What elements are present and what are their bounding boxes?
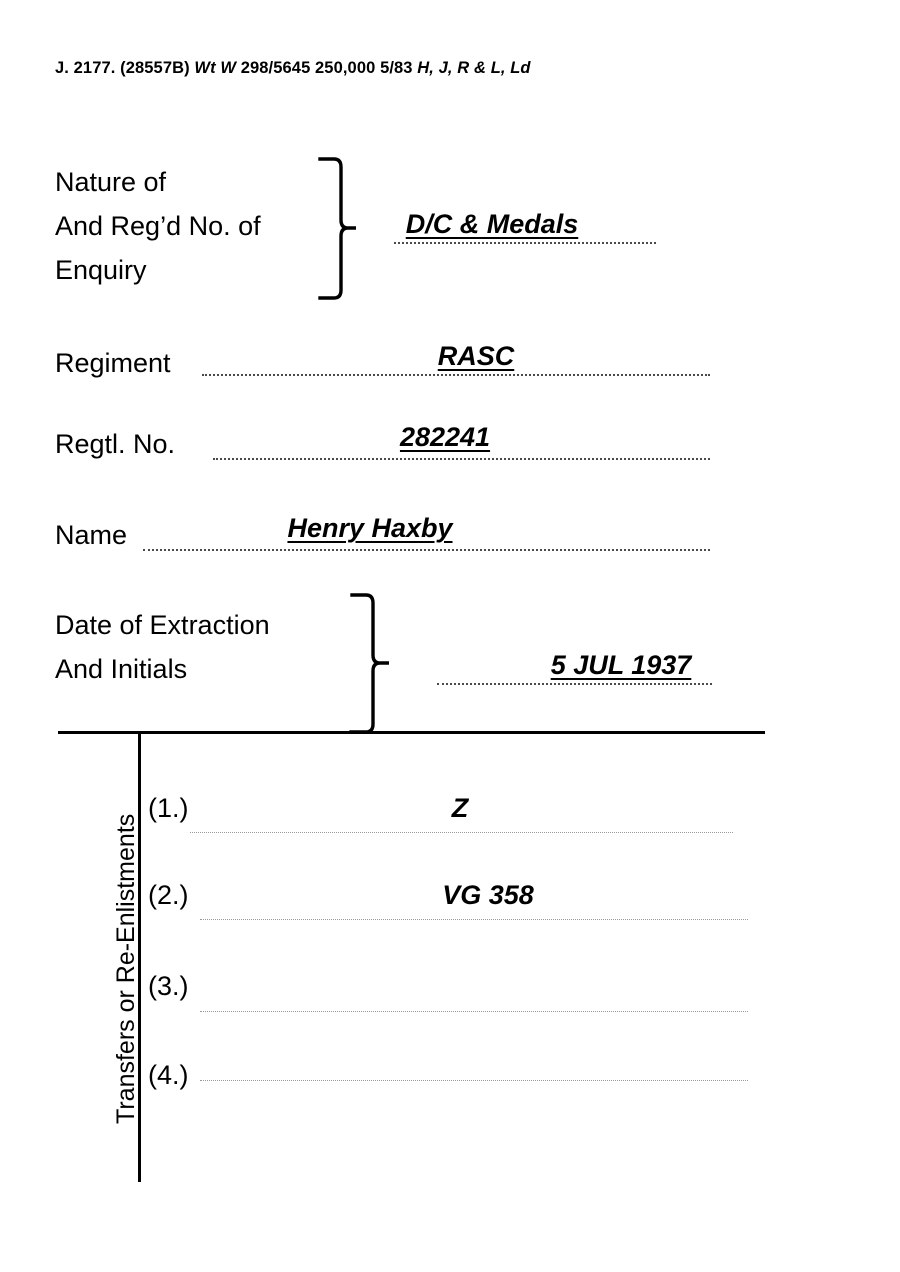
leader-regiment bbox=[202, 374, 710, 376]
transfer-row-2-value[interactable]: VG 358 bbox=[442, 880, 534, 910]
value-name[interactable]: Henry Haxby bbox=[287, 513, 453, 543]
transfer-row-3-number: (3.) bbox=[148, 971, 189, 1001]
imprint-ref: 298/5645 250,000 5/83 bbox=[236, 59, 418, 77]
leader-date-of-extraction bbox=[437, 683, 712, 685]
label-nature-of-enquiry-line2: And Reg’d No. of bbox=[55, 211, 261, 241]
section-divider-horizontal bbox=[58, 731, 765, 734]
transfer-row-4-number: (4.) bbox=[148, 1060, 189, 1090]
value-date-of-extraction[interactable]: 5 JUL 1937 bbox=[550, 650, 692, 680]
label-nature-of-enquiry-line3: Enquiry bbox=[55, 255, 147, 285]
label-date-of-extraction-line1: Date of Extraction bbox=[55, 610, 270, 640]
transfer-row-1-line bbox=[190, 832, 733, 833]
transfer-row-2-line bbox=[200, 919, 748, 920]
transfer-row-3-line bbox=[200, 1011, 748, 1012]
value-nature-of-enquiry[interactable]: D/C & Medals bbox=[405, 209, 579, 239]
imprint-prefix: J. 2177. (28557B) bbox=[55, 59, 195, 77]
brace-nature-of-enquiry bbox=[316, 156, 358, 301]
transfers-caption: Transfers or Re-Enlistments bbox=[112, 813, 140, 1124]
leader-name bbox=[143, 549, 710, 551]
label-regiment: Regiment bbox=[55, 348, 171, 378]
label-regimental-number: Regtl. No. bbox=[55, 429, 176, 459]
value-regiment[interactable]: RASC bbox=[437, 341, 515, 371]
label-nature-of-enquiry-line1: Nature of bbox=[55, 167, 167, 197]
brace-date-of-extraction bbox=[348, 592, 392, 735]
imprint-wt: Wt W bbox=[194, 59, 237, 77]
leader-regimental-number bbox=[213, 458, 710, 460]
label-date-of-extraction-line2: And Initials bbox=[55, 654, 188, 684]
transfer-row-4-line bbox=[200, 1080, 748, 1081]
leader-nature-of-enquiry bbox=[394, 242, 656, 244]
transfer-row-2-number: (2.) bbox=[148, 880, 189, 910]
transfer-row-1-value[interactable]: Z bbox=[451, 793, 469, 823]
label-name: Name bbox=[55, 520, 128, 550]
transfer-row-1-number: (1.) bbox=[148, 793, 189, 823]
imprint-printer: H, J, R & L, Ld bbox=[417, 59, 531, 77]
printer-imprint bbox=[55, 59, 531, 78]
value-regimental-number[interactable]: 282241 bbox=[399, 422, 491, 452]
